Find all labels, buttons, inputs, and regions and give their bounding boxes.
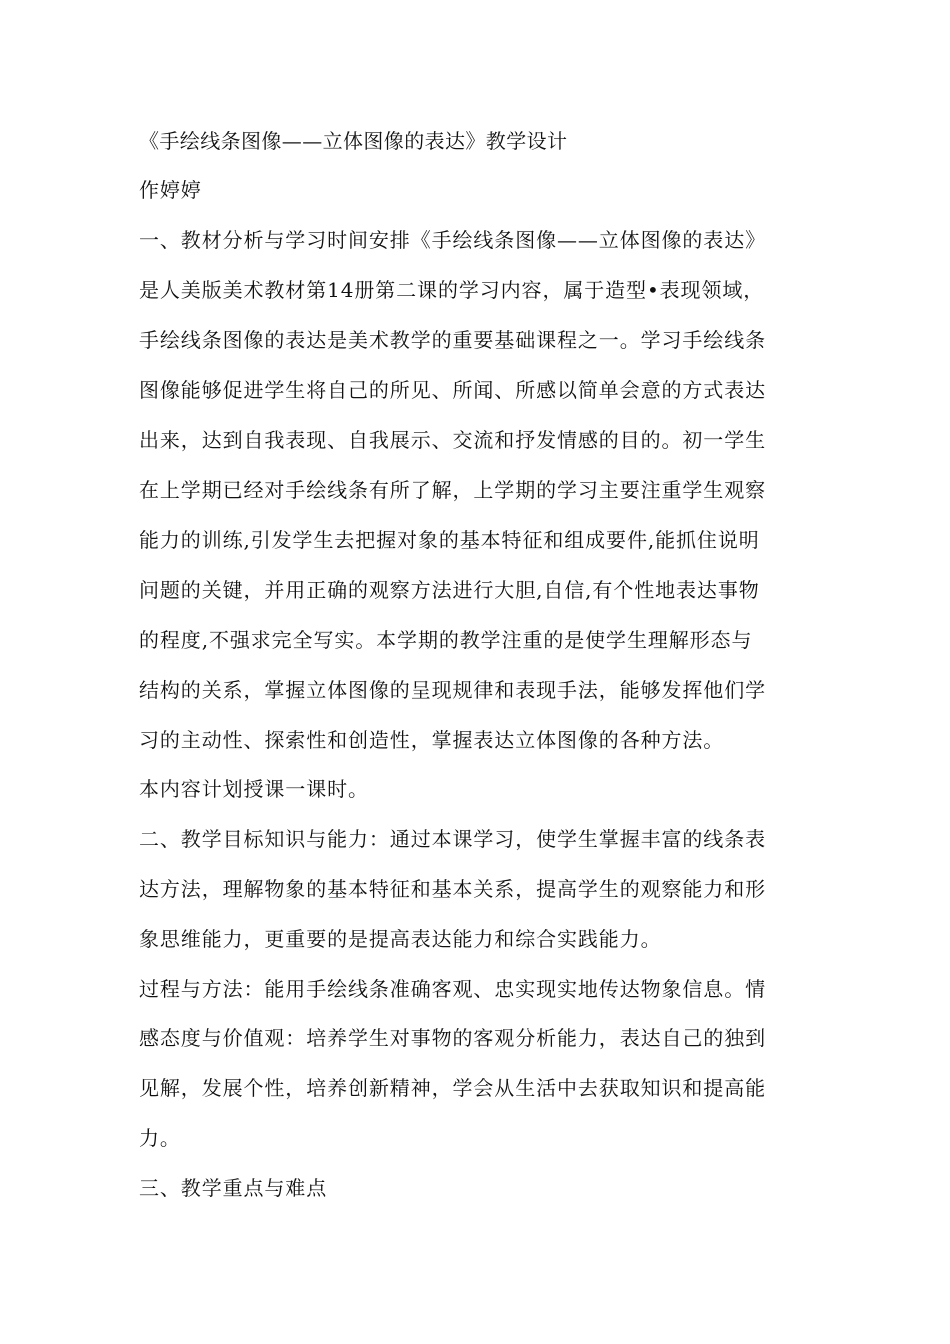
body-line-16: 过程与方法：能用手绘线条准确客观、忠实现实地传达物象信息。情: [139, 977, 766, 1001]
body-line-9: 的程度,不强求完全写实。本学期的教学注重的是使学生理解形态与: [139, 628, 753, 652]
document-title: 《手绘线条图像——立体图像的表达》教学设计: [139, 129, 568, 153]
body-line-2: 是人美版美术教材第14册第二课的学习内容，属于造型•表现领域，: [139, 278, 765, 302]
body-line-10: 结构的关系，掌握立体图像的呈现规律和表现手法，能够发挥他们学: [139, 678, 766, 702]
body-line-4: 图像能够促进学生将自己的所见、所闻、所感以简单会意的方式表达: [139, 378, 766, 402]
body-line-17: 感态度与价值观：培养学生对事物的客观分析能力，表达自己的独到: [139, 1026, 766, 1050]
body-line-5: 出来，达到自我表现、自我展示、交流和抒发情感的目的。初一学生: [139, 428, 766, 452]
body-line-1: 一、教材分析与学习时间安排《手绘线条图像——立体图像的表达》: [139, 228, 766, 252]
body-line-20: 三、教学重点与难点: [139, 1176, 328, 1200]
body-line-19: 力。: [139, 1126, 181, 1150]
body-line-18: 见解，发展个性，培养创新精神，学会从生活中去获取知识和提高能: [139, 1076, 766, 1100]
body-line-15: 象思维能力，更重要的是提高表达能力和综合实践能力。: [139, 927, 662, 951]
body-line-13: 二、教学目标知识与能力：通过本课学习，使学生掌握丰富的线条表: [139, 827, 766, 851]
body-line-7: 能力的训练,引发学生去把握对象的基本特征和组成要件,能抓住说明: [139, 528, 760, 552]
body-line-14: 达方法，理解物象的基本特征和基本关系，提高学生的观察能力和形: [139, 877, 766, 901]
body-line-8: 问题的关键，并用正确的观察方法进行大胆,自信,有个性地表达事物: [139, 578, 760, 602]
body-line-6: 在上学期已经对手绘线条有所了解，上学期的学习主要注重学生观察: [139, 478, 766, 502]
body-line-12: 本内容计划授课一课时。: [139, 777, 369, 801]
body-line-3: 手绘线条图像的表达是美术教学的重要基础课程之一。学习手绘线条: [139, 328, 766, 352]
document-author: 作婷婷: [139, 178, 202, 202]
body-line-11: 习的主动性、探索性和创造性，掌握表达立体图像的各种方法。: [139, 728, 725, 752]
